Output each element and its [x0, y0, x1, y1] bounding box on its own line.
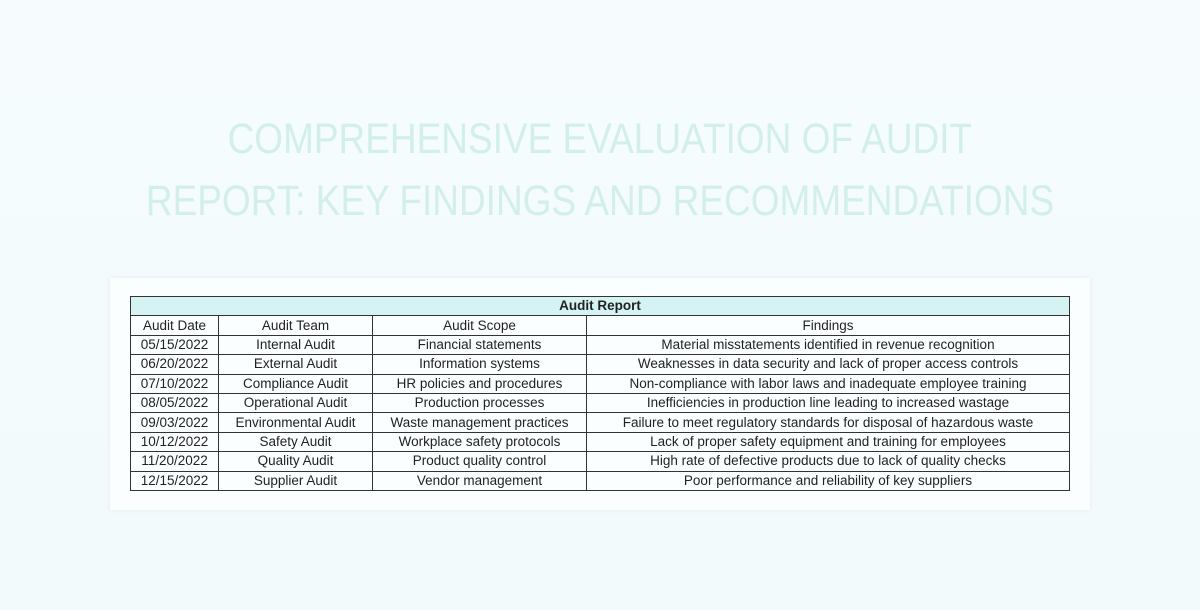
- table-cell: Production processes: [373, 393, 587, 412]
- table-row: [131, 393, 1070, 412]
- table-cell: Vendor management: [373, 471, 587, 490]
- table-cell: 07/10/2022: [131, 374, 219, 393]
- table-cell: 08/05/2022: [131, 393, 219, 412]
- table-row: [131, 413, 1070, 432]
- column-header: Findings: [587, 316, 1070, 335]
- column-header: Audit Date: [131, 316, 219, 335]
- table-cell: 09/03/2022: [131, 413, 219, 432]
- table-row: [131, 432, 1070, 451]
- table-cell: Poor performance and reliability of key suppliers: [587, 471, 1070, 490]
- table-row: [131, 471, 1070, 490]
- table-cell: Inefficiencies in production line leading to increased wastage: [587, 393, 1070, 412]
- title-line-1: COMPREHENSIVE EVALUATION OF AUDIT: [227, 115, 973, 163]
- table-cell: Environmental Audit: [219, 413, 373, 432]
- table-cell: Safety Audit: [219, 432, 373, 451]
- table-cell: 11/20/2022: [131, 452, 219, 471]
- table-row: [131, 335, 1070, 354]
- table-cell: Waste management practices: [373, 413, 587, 432]
- table-cell: Operational Audit: [219, 393, 373, 412]
- table-cell: Non-compliance with labor laws and inadequate employee training: [587, 374, 1070, 393]
- table-row: [131, 374, 1070, 393]
- table-cell: Compliance Audit: [219, 374, 373, 393]
- table-cell: Information systems: [373, 355, 587, 374]
- table-cell: Workplace safety protocols: [373, 432, 587, 451]
- table-cell: High rate of defective products due to lack of quality checks: [587, 452, 1070, 471]
- table-caption: Audit Report: [131, 297, 1070, 316]
- table-cell: 10/12/2022: [131, 432, 219, 451]
- column-header: Audit Team: [219, 316, 373, 335]
- table-row: [131, 355, 1070, 374]
- table-cell: Financial statements: [373, 335, 587, 354]
- table-cell: Supplier Audit: [219, 471, 373, 490]
- table-cell: Product quality control: [373, 452, 587, 471]
- table-row: [131, 452, 1070, 471]
- table-cell: Internal Audit: [219, 335, 373, 354]
- table-cell: HR policies and procedures: [373, 374, 587, 393]
- table-cell: Failure to meet regulatory standards for disposal of hazardous waste: [587, 413, 1070, 432]
- table-cell: 12/15/2022: [131, 471, 219, 490]
- page-title: [0, 108, 1200, 232]
- table-cell: Lack of proper safety equipment and training for employees: [587, 432, 1070, 451]
- report-card: [110, 278, 1090, 510]
- audit-report-table: [130, 296, 1070, 491]
- table-cell: Quality Audit: [219, 452, 373, 471]
- table-cell: 05/15/2022: [131, 335, 219, 354]
- title-line-2: REPORT: KEY FINDINGS AND RECOMMENDATIONS: [145, 177, 1055, 225]
- table-cell: 06/20/2022: [131, 355, 219, 374]
- table-cell: Material misstatements identified in revenue recognition: [587, 335, 1070, 354]
- column-header: Audit Scope: [373, 316, 587, 335]
- table-cell: External Audit: [219, 355, 373, 374]
- table-cell: Weaknesses in data security and lack of proper access controls: [587, 355, 1070, 374]
